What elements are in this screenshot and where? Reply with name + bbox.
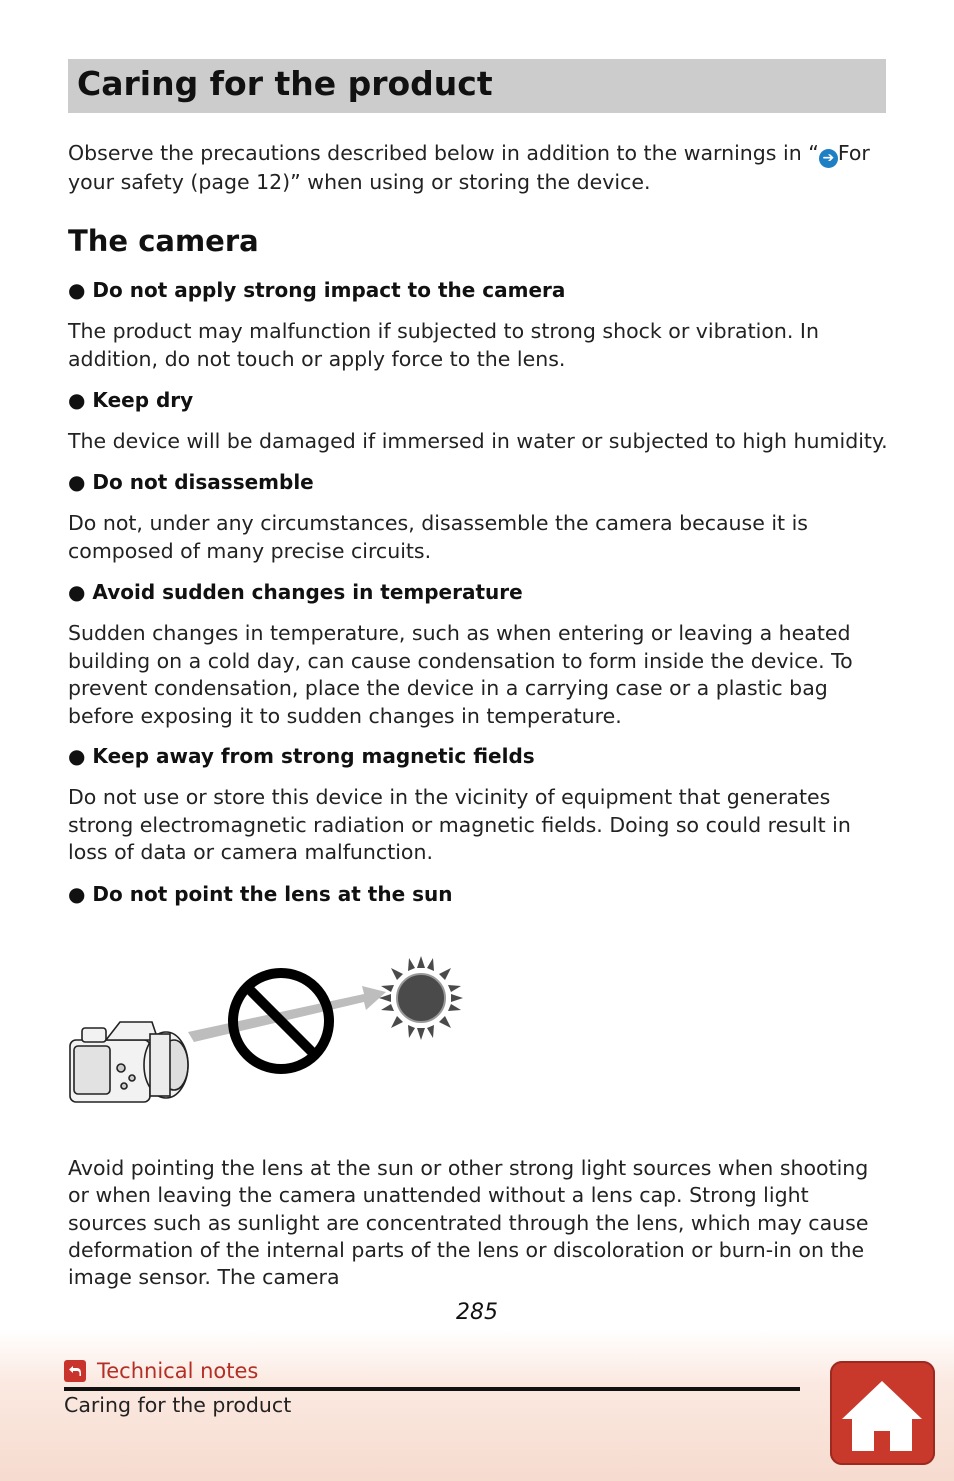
page-title: Caring for the product [77, 64, 493, 103]
back-arrow-icon [64, 1360, 86, 1382]
section-heading-temperature: ● Avoid sudden changes in temperature [68, 580, 523, 604]
sun-icon [379, 956, 463, 1040]
camera-icon [70, 1022, 188, 1102]
technical-notes-link[interactable] [64, 1356, 258, 1386]
section-body-impact: The product may malfunction if subjected to strong shock or vibration. In addition, do not touch or apply force to the lens. [68, 319, 819, 371]
link-arrow-icon: ➔ [819, 149, 838, 168]
section-temperature [68, 579, 888, 730]
section-heading-sun: ● Do not point the lens at the sun [68, 882, 453, 906]
section-heading-disassemble: ● Do not disassemble [68, 470, 314, 494]
section-body-temperature: Sudden changes in temperature, such as when entering or leaving a heated building on a cold day, can cause condensation to form inside the device. To prevent condensation, place the device in a carrying case or a plastic bag before exposing it to sudden changes in temperature. [68, 621, 853, 728]
section-body-magnetic: Do not use or store this device in the vicinity of equipment that generates strong electromagnetic radiation or magnetic fields. Doing so could result in loss of data or camera malfunction. [68, 785, 851, 864]
section-impact [68, 277, 888, 373]
section-heading-impact: ● Do not apply strong impact to the camera [68, 278, 566, 302]
safety-link[interactable]: For your safety (page 12) [68, 141, 870, 194]
technical-notes-label: Technical notes [97, 1359, 259, 1383]
page-number: 285 [456, 1300, 498, 1325]
section-disassemble [68, 469, 888, 565]
section-heading-dry: ● Keep dry [68, 388, 194, 412]
section-sun [68, 881, 888, 907]
intro-text-before: Observe the precautions described below in addition to the warnings in “ [68, 141, 819, 165]
section-heading: The camera [68, 224, 259, 258]
home-icon [830, 1361, 935, 1465]
breadcrumb: Caring for the product [64, 1393, 292, 1417]
home-button[interactable] [830, 1361, 935, 1465]
section-magnetic [68, 743, 888, 867]
intro-text-after: ” when using or storing the device. [290, 170, 651, 194]
section-body-disassemble: Do not, under any circumstances, disassemble the camera because it is composed of many precise circuits. [68, 511, 808, 563]
sun-warning-illustration [66, 950, 476, 1125]
section-heading-magnetic: ● Keep away from strong magnetic fields [68, 744, 535, 768]
page-title-bar [68, 59, 886, 113]
section-body-dry: The device will be damaged if immersed in water or subjected to high humidity. [68, 429, 888, 453]
section-body-sun: Avoid pointing the lens at the sun or other strong light sources when shooting or when leaving the camera unattended without a lens cap. Strong light sources such as sunlight are concentrated through the lens, which may cause deformation of the internal parts of the lens or discoloration or burn-in on the image sensor. The camera [68, 1156, 869, 1290]
intro-paragraph [68, 139, 888, 196]
section-dry [68, 387, 888, 456]
